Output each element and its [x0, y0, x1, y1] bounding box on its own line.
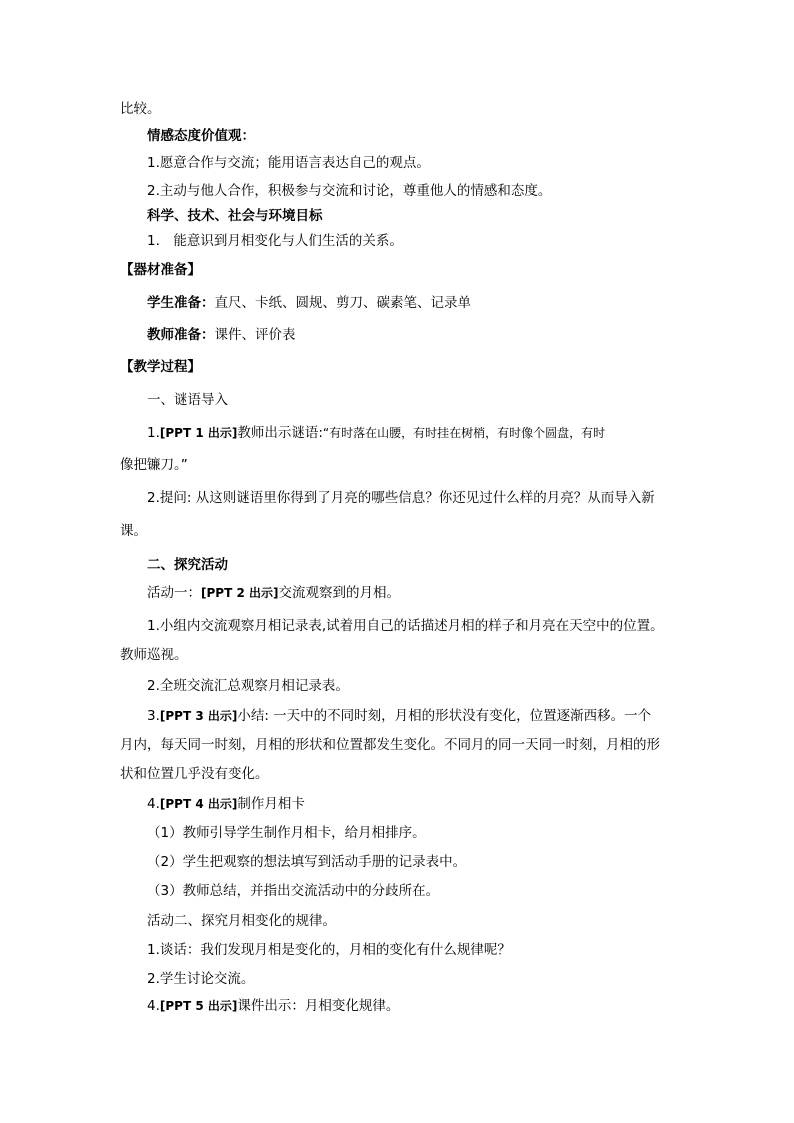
text-line: 2.提问: 从这则谜语里你得到了月亮的哪些信息？你还见过什么样的月亮？从而导入新: [147, 490, 655, 506]
section-heading-sts: 科学、技术、社会与环境目标: [147, 208, 323, 224]
text-line: 2.全班交流汇总观察月相记录表。: [147, 678, 349, 694]
text-line: 活动二、探究月相变化的规律。: [147, 913, 336, 929]
ppt-tag: [PPT 1 出示]: [159, 426, 238, 440]
text-line: 月内，每天同一时刻，月相的形状和位置都发生变化。不同月的同一天同一时刻，月相的形: [120, 737, 660, 753]
text-span: 活动一：: [147, 585, 201, 601]
text-line: 1.谈话：我们发现月相是变化的，月相的变化有什么规律呢？: [147, 942, 511, 958]
text-line: [147, 584, 400, 602]
teacher-prep-items: 课件、评价表: [214, 327, 296, 343]
text-line: [147, 795, 305, 813]
item-number: 1.: [147, 425, 160, 441]
text-line: 状和位置几乎没有变化。: [120, 766, 269, 782]
text-line: 2.学生讨论交流。: [147, 971, 255, 987]
text-span: 教师出示谜语:: [237, 425, 323, 441]
item-number: 4.: [147, 796, 160, 812]
text-line: 比较。: [120, 101, 161, 117]
text-span: 交流观察到的月相。: [278, 585, 400, 601]
text-span: 小结: 一天中的不同时刻，月相的形状没有变化，位置逐渐西移。一个: [237, 708, 652, 724]
text-line: 1. 能意识到月相变化与人们生活的关系。: [147, 233, 403, 249]
text-line: 2.主动与他人合作，积极参与交流和讨论，尊重他人的情感和态度。: [147, 183, 552, 199]
teacher-prep-label: 教师准备：: [147, 327, 215, 343]
subsection-heading-explore: 二、探究活动: [147, 557, 228, 573]
text-line: [147, 997, 399, 1015]
ppt-tag: [PPT 4 出示]: [159, 797, 238, 811]
riddle-quote: “有时落在山腰，有时挂在树梢，有时像个圆盘，有时: [322, 426, 606, 440]
text-line: 教师巡视。: [120, 647, 188, 663]
text-line: （3）教师总结，并指出交流活动中的分歧所在。: [147, 883, 440, 899]
text-line: 1.愿意合作与交流；能用语言表达自己的观点。: [147, 155, 430, 171]
ppt-tag: [PPT 2 出示]: [201, 586, 279, 600]
subsection-heading-riddle: 一、谜语导入: [147, 392, 228, 408]
text-line: 像把镰刀。”: [120, 457, 188, 473]
text-span: 课件出示：月相变化规律。: [237, 998, 400, 1014]
text-line: （2）学生把观察的想法填写到活动手册的记录表中。: [147, 854, 467, 870]
section-heading-process: 【教学过程】: [120, 359, 201, 375]
text-line: 1.小组内交流观察月相记录表,试着用自己的话描述月相的样子和月亮在天空中的位置。: [147, 618, 664, 634]
ppt-tag: [PPT 3 出示]: [159, 709, 238, 723]
student-prep-items: 直尺、卡纸、圆规、剪刀、碳素笔、记录单: [214, 295, 471, 311]
section-heading-equipment: 【器材准备】: [120, 262, 201, 278]
ppt-tag: [PPT 5 出示]: [159, 999, 238, 1013]
text-span: 制作月相卡: [237, 796, 305, 812]
student-prep-label: 学生准备：: [147, 295, 215, 311]
text-line: [147, 326, 296, 344]
text-line: 课。: [120, 523, 147, 539]
section-heading-attitude: 情感态度价值观：: [147, 128, 255, 144]
text-line: （1）教师引导学生制作月相卡，给月相排序。: [147, 825, 426, 841]
text-line: [147, 294, 471, 312]
item-number: 4.: [147, 998, 160, 1014]
text-line: [147, 424, 605, 442]
item-number: 3.: [147, 708, 160, 724]
text-line: [147, 707, 651, 725]
